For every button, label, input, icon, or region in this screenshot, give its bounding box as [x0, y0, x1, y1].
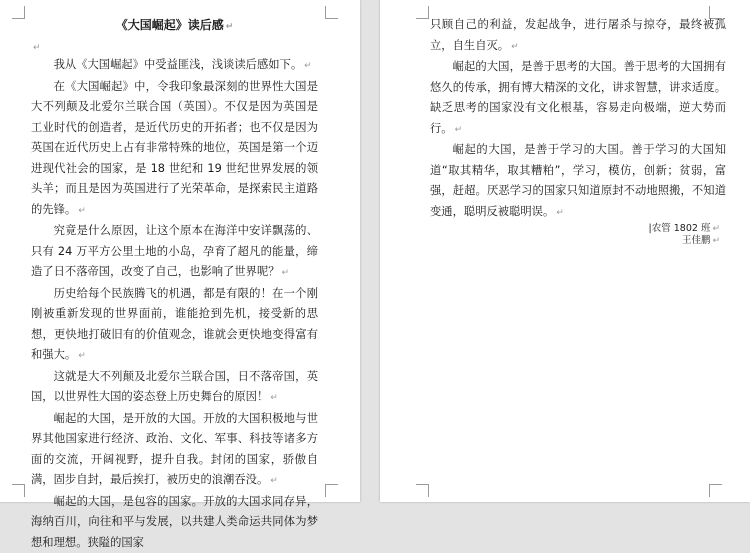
corner-mark	[416, 6, 429, 19]
page-right-text[interactable]	[430, 15, 726, 247]
document-title: 《大国崛起》读后感 ↵	[31, 15, 318, 37]
paragraph-mark: ↵	[78, 206, 86, 216]
empty-line	[31, 37, 318, 55]
paragraph-mark: ↵	[33, 43, 41, 53]
paragraph: 崛起的大国，是包容的国家。开放的大国求同存异，海纳百川，向往和平与发展，以共建人类命运共同体为梦想和理想。狭隘的国家	[31, 492, 318, 553]
paragraph-mark: ↵	[78, 351, 86, 361]
paragraph-mark: ↵	[712, 236, 720, 246]
paragraph: 在《大国崛起》中，令我印象最深刻的世界性大国是大不列颠及北爱尔兰联合国（英国）。不仅是因为英国是工业时代的创造者，是近代历史的开拓者；也不仅是因为英国在近代历史上占有非常特殊的地位，英国是第一个迈进现代社会的国家，是 18 世纪和 19 世纪世界发展的领头羊；而且是因为英国进行了光荣革命，是探索民主道路的先锋。 ↵	[31, 77, 318, 222]
paragraph: 只顾自己的利益，发起战争，进行屠杀与掠夺，最终被孤立，自生自灭。 ↵	[430, 15, 726, 57]
paragraph: 这就是大不列颠及北爱尔兰联合国，日不落帝国，英国，以世界性大国的姿态登上历史舞台的原因！ ↵	[31, 367, 318, 409]
paragraph-mark: ↵	[282, 268, 290, 278]
page-left	[0, 0, 360, 502]
paragraph-mark: ↵	[455, 125, 463, 135]
class-label: |农管 1802 班	[649, 223, 711, 234]
corner-mark	[12, 6, 25, 19]
paragraph-mark: ↵	[556, 208, 564, 218]
paragraph-mark: ↵	[304, 61, 312, 71]
paragraph-mark: ↵	[511, 42, 519, 52]
paragraph: 究竟是什么原因，让这个原本在海洋中安详飘荡的、只有 24 万平方公里土地的小岛，孕育了超凡的能量，缔造了日不落帝国，改变了自己，也影响了世界呢？ ↵	[31, 221, 318, 284]
paragraph-mark: ↵	[712, 224, 720, 234]
paragraph-mark: ↵	[270, 393, 278, 403]
signature-block	[430, 223, 726, 247]
author-name: 王佳鹏	[682, 235, 711, 246]
corner-mark	[325, 484, 338, 497]
corner-mark	[709, 484, 722, 497]
corner-mark	[12, 484, 25, 497]
paragraph: 崛起的大国，是善于学习的大国。善于学习的大国知道“取其精华，取其糟粕”，学习，模仿，创新；贫弱，富强，赶超。厌恶学习的国家只知道原封不动地照搬，不知道变通，聪明反被聪明误。 ↵	[430, 140, 726, 223]
page-right	[380, 0, 750, 502]
paragraph: 崛起的大国，是开放的大国。开放的大国积极地与世界其他国家进行经济、政治、文化、军事、科技等诸多方面的交流，开阔视野，提升自我。封闭的国家，骄傲自满，固步自封，最后挨打，被历史的浪潮吞没。 ↵	[31, 409, 318, 492]
paragraph: 我从《大国崛起》中受益匪浅，浅谈读后感如下。 ↵	[31, 55, 318, 77]
corner-mark	[325, 6, 338, 19]
corner-mark	[416, 484, 429, 497]
paragraph: 历史给每个民族腾飞的机遇，都是有限的！在一个刚刚被重新发现的世界面前，谁能抢到先机，接受新的思想，更快地打破旧有的价值观念，谁就会更快地变得富有和强大。 ↵	[31, 284, 318, 367]
paragraph-mark: ↵	[226, 22, 234, 32]
paragraph-mark: ↵	[270, 476, 278, 486]
paragraph: 崛起的大国，是善于思考的大国。善于思考的大国拥有悠久的传承，拥有博大精深的文化，讲求智慧，讲求适度。缺乏思考的国家没有文化根基，容易走向极端，逆大势而行。 ↵	[430, 57, 726, 140]
page-left-text[interactable]	[31, 15, 318, 553]
